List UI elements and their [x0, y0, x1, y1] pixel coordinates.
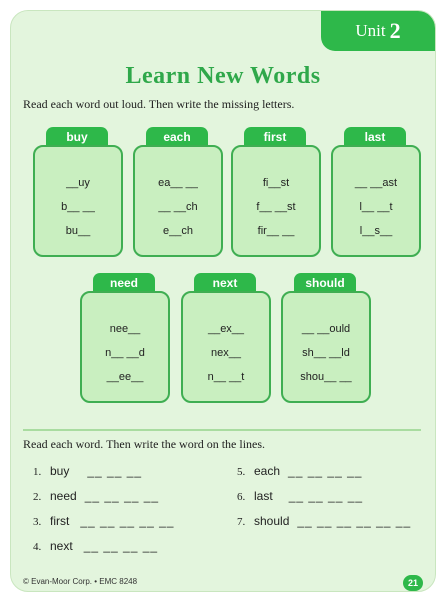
card-tab-first: first — [244, 127, 306, 147]
exercise-word: should — [254, 514, 290, 528]
exercise-item — [237, 514, 411, 528]
word-card-last — [331, 145, 421, 257]
exercise-blank: __ __ __ __ — [83, 539, 159, 553]
exercise-blank: __ __ __ __ __ — [80, 514, 175, 528]
card-line: __ __ould — [301, 323, 351, 335]
card-line: bu__ — [65, 225, 91, 237]
exercise-blank: __ __ __ __ — [288, 489, 364, 503]
card-line: __ee__ — [106, 371, 144, 383]
card-line: sh__ __ld — [302, 347, 350, 359]
unit-number: 2 — [389, 18, 401, 43]
card-line: __ex__ — [207, 323, 245, 335]
exercise-number: 5. — [237, 466, 246, 478]
card-line: f__ __st — [256, 201, 296, 213]
exercise-number: 1. — [33, 466, 42, 478]
exercise-blank: __ __ __ __ __ __ — [297, 514, 412, 528]
exercise-item — [237, 489, 363, 503]
exercise-word: last — [254, 489, 273, 503]
unit-label: Unit — [355, 21, 386, 40]
card-line: __ __ast — [354, 177, 398, 189]
exercise-word: need — [50, 489, 77, 503]
card-line: l__s__ — [359, 225, 393, 237]
card-tab-should: should — [294, 273, 356, 293]
card-line: fir__ __ — [257, 225, 295, 237]
page-title: Learn New Words — [125, 63, 321, 89]
exercise-word: first — [50, 514, 70, 528]
unit-tab — [321, 11, 435, 51]
card-tab-need: need — [93, 273, 155, 293]
card-line: shou__ __ — [300, 371, 352, 383]
exercise-number: 2. — [33, 491, 42, 503]
exercise-blank: __ __ __ __ — [288, 464, 363, 478]
exercise-item — [33, 464, 142, 478]
card-tab-next: next — [194, 273, 256, 293]
card-line: nex__ — [211, 347, 241, 359]
card-line: b__ __ — [61, 201, 95, 213]
word-card-need — [80, 291, 170, 403]
instruction-missing-letters: Read each word out loud. Then write the missing letters. — [23, 97, 295, 111]
worksheet-page — [10, 10, 436, 592]
card-line: nee__ — [109, 323, 141, 335]
card-tab-each: each — [146, 127, 208, 147]
card-tab-buy: buy — [46, 127, 108, 147]
exercise-blank: __ __ __ __ — [84, 489, 160, 503]
exercise-item — [237, 464, 362, 478]
card-line: n__ __d — [105, 347, 145, 359]
card-line: l__ __t — [359, 201, 393, 213]
exercise-word: next — [50, 539, 73, 553]
card-line: __uy — [66, 177, 90, 189]
exercise-blank: __ __ __ — [87, 464, 143, 478]
instruction-write-word: Read each word. Then write the word on the lines. — [23, 437, 266, 451]
exercise-number: 6. — [237, 491, 246, 503]
copyright-footer: © Evan-Moor Corp. • EMC 8248 — [23, 577, 138, 586]
exercise-item — [33, 539, 158, 553]
card-tab-last: last — [344, 127, 406, 147]
exercise-word: each — [254, 464, 281, 478]
word-card-should — [281, 291, 371, 403]
exercise-number: 4. — [33, 541, 42, 553]
exercise-number: 3. — [33, 516, 42, 528]
word-card-next — [181, 291, 271, 403]
exercise-word: buy — [50, 464, 70, 478]
exercise-number: 7. — [237, 516, 246, 528]
page-number-badge: 21 — [403, 575, 423, 591]
card-line: __ __ch — [158, 201, 198, 213]
card-line: n__ __t — [207, 371, 245, 383]
word-card-buy — [33, 145, 123, 257]
card-line: fi__st — [262, 177, 290, 189]
exercise-item — [33, 489, 159, 503]
card-line: ea__ __ — [158, 177, 198, 189]
card-line: e__ch — [163, 225, 193, 237]
exercise-item — [33, 514, 174, 528]
word-card-each — [133, 145, 223, 257]
word-card-first — [231, 145, 321, 257]
section-divider — [23, 429, 421, 431]
